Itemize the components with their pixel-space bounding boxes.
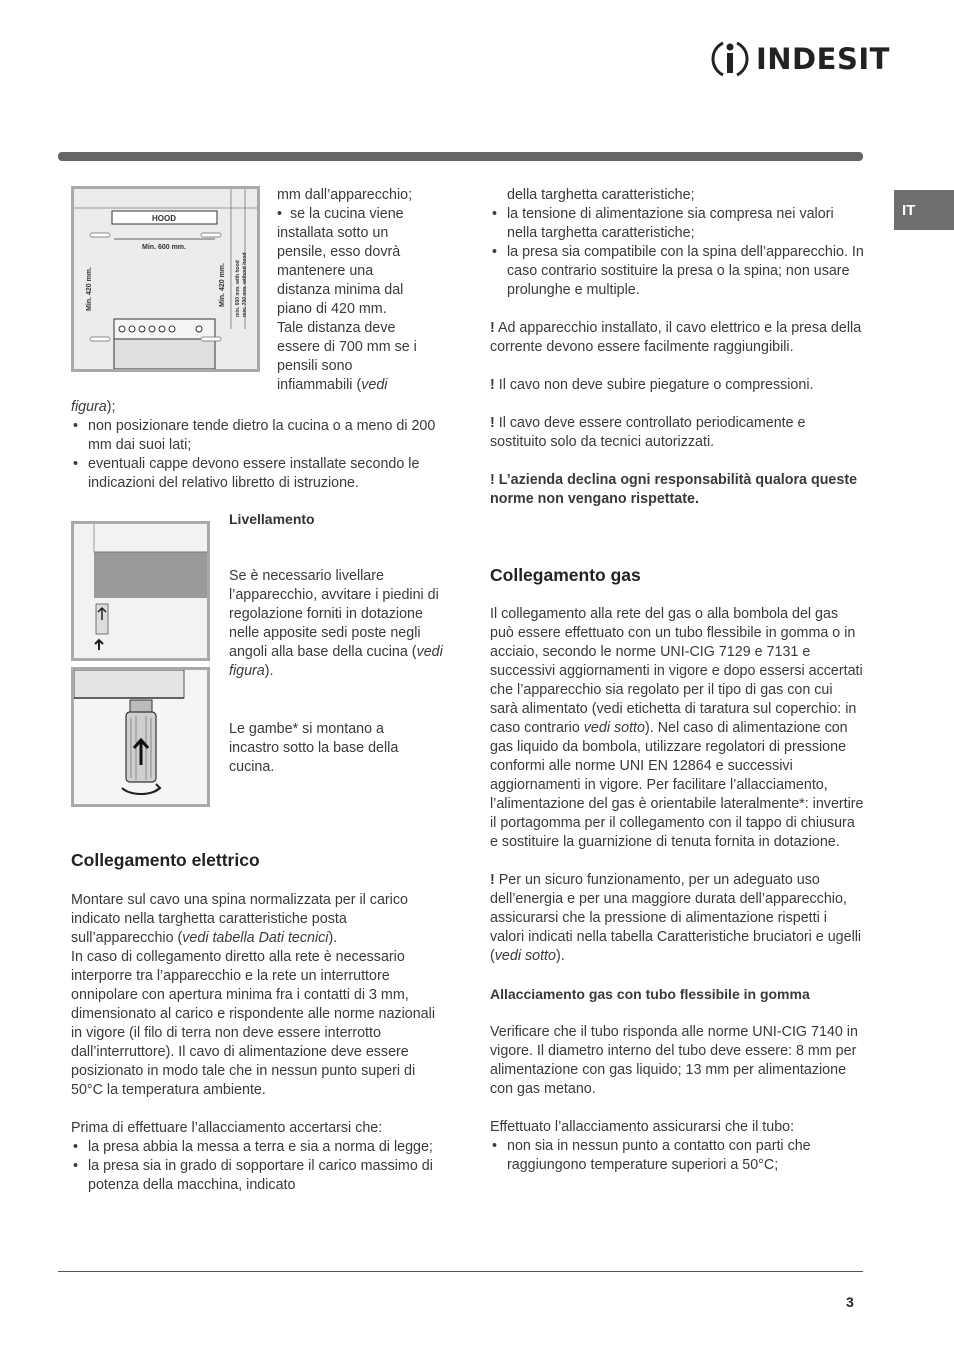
electrical-p2: In caso di collegamento diretto alla rete è necessario interporre tra l’apparecchio e la rete un interruttore onnipolare con apertura minima fra i contatti di 3 mm, dimensionato al carico e rispondente alle norme nazionali in vigore (il filo di terra non deve essere interrotto dall’interruttore). Il cavo di alimentazione deve essere posizionato in modo tale che in nessun punto superi di 50°C la temperatura ambiente. — [71, 949, 435, 1098]
wall-line: distanza minima dal — [277, 282, 404, 298]
list-item: • la presa abbia la messa a terra e sia a norma di legge; — [71, 1138, 449, 1157]
wall-line: infiammabili ( — [277, 377, 362, 393]
figura-tail: ); — [106, 399, 116, 415]
electrical-body — [71, 891, 449, 1195]
leveling-top-diagram — [74, 524, 207, 658]
wall-line: se la cucina viene — [289, 206, 404, 222]
gas-body — [490, 605, 864, 1175]
gas-p3: Verificare che il tubo risponda alle norme UNI-CIG 7140 in vigore. Il diametro interno del tubo deve essere: 8 mm per alimentazione con gas liquido; 13 mm per alimentazione con gas metano. — [490, 1024, 858, 1097]
gas-pressure-text: Per un sicuro funzionamento, per un adeguato uso dell’energia e per una maggiore durata dell’apparecchio, assicurarsi che la pressione di alimentazione rispetti i valori indicati nella tabella Caratteristiche bruciatori e ugelli ( — [490, 872, 862, 964]
gas-italic: vedi sotto — [583, 720, 645, 736]
wall-line: Tale distanza deve — [277, 320, 396, 336]
list-item: • la tensione di alimentazione sia compresa nei valori nella targhetta caratteristiche; — [490, 205, 864, 243]
list-item: • non posizionare tende dietro la cucina o a meno di 200 mm dai suoi lati; — [71, 417, 449, 455]
indesit-i-icon — [710, 38, 750, 80]
right-column — [490, 186, 864, 509]
gas-text: Il collegamento alla rete del gas o alla bombola del gas può essere effettuato con un tubo flessibile in gomma o in acciaio, secondo le norme UNI-CIG 7129 e 7131 e successivi aggiornamenti in vigore e dopo essersi accertati che l’apparecchio sia regolato per il tipo di gas con cui sarà alimentato (vedi etichetta di taratura sul coperchio: in caso contrario — [490, 606, 863, 736]
with-hood-label: min. 650 mm. with hood — [235, 260, 241, 317]
list-item: • la presa sia compatibile con la spina dell’apparecchio. In caso contrario sostituire la presa o la spina; non usare prolunghe e multiple. — [490, 243, 864, 300]
leveling-p1 — [229, 567, 447, 681]
leveling-text: Se è necessario livellare l’apparecchio, avvitare i piedini di regolazione forniti in dotazione nelle apposite sedi poste negli angoli alla base della cucina ( — [229, 568, 439, 660]
page-number: 3 — [846, 1294, 854, 1310]
warning-icon: ! — [490, 472, 495, 488]
gas-text-cont: ). Nel caso di alimentazione con gas liquido da bombola, utilizzare regolatori di pressione conformi alle norme UNI EN 12864 e successivi aggiornamenti in vigore. Per facilitare l’allacciamento, l’alimentazione del gas è orientabile lateralmente*: invertire il portagomma per il collegamento con il tappo di chiusura e sostituire la guarnizione di tenuta fornita in dotazione. — [490, 720, 864, 850]
brand-name: INDESIT — [756, 42, 890, 76]
warning-bold-text: L’azienda declina ogni responsabilità qualora queste norme non vengano rispettate. — [490, 472, 858, 507]
leveling-figure-top — [71, 521, 210, 661]
warning-icon: ! — [490, 415, 495, 431]
wall-line: essere di 700 mm se i — [277, 339, 417, 355]
leveling-tail: ). — [264, 663, 274, 679]
electrical-italic: vedi tabella Dati tecnici — [182, 930, 329, 946]
gas-pressure-tail: ). — [555, 948, 565, 964]
list-item: • eventuali cappe devono essere installate secondo le indicazioni del relativo libretto di istruzione. — [71, 455, 449, 493]
leveling-title: Livellamento — [229, 511, 315, 527]
warning-text: Ad apparecchio installato, il cavo elettrico e la presa della corrente devono essere facilmente raggiungibili. — [490, 320, 862, 355]
gas-pressure-italic: vedi sotto — [494, 948, 556, 964]
wall-distance-block — [277, 186, 447, 395]
wall-line: pensile, esso dovrà — [277, 244, 401, 260]
right-min-label: Min. 420 mm. — [219, 263, 226, 307]
leveling-foot-diagram — [74, 670, 207, 804]
gas-p4: Effettuato l’allacciamento assicurarsi che il tubo: — [490, 1119, 795, 1135]
warning-text: Il cavo deve essere controllato periodicamente e sostituito solo da tecnici autorizzati. — [490, 415, 806, 450]
gas-subtitle: Allacciamento gas con tubo flessibile in gomma — [490, 986, 810, 1002]
warning-bold — [490, 471, 864, 509]
leveling-figure-bottom — [71, 667, 210, 807]
electrical-p3: Prima di effettuare l’allacciamento accertarsi che: — [71, 1120, 383, 1136]
figura-italic: figura — [71, 399, 107, 415]
width-label: Min. 600 mm. — [142, 244, 186, 251]
wall-line: mantenere una — [277, 263, 374, 279]
header-divider — [58, 152, 863, 161]
intro-line: mm dall’apparecchio; — [277, 187, 413, 203]
warning-icon: ! — [490, 872, 495, 888]
wall-line: piano di 420 mm. — [277, 301, 387, 317]
hood-label: HOOD — [152, 214, 176, 223]
warning-text: Il cavo non deve subire piegature o compressioni. — [498, 377, 814, 393]
warning-1 — [490, 319, 864, 357]
warning-icon: ! — [490, 320, 495, 336]
brand-logo — [710, 38, 890, 80]
language-label: IT — [902, 201, 916, 219]
wall-line: installata sotto un — [277, 225, 389, 241]
warning-icon: ! — [490, 377, 495, 393]
wall-line: pensili sono — [277, 358, 353, 374]
hood-installation-figure — [71, 186, 260, 372]
electrical-tail: ). — [328, 930, 338, 946]
footer-divider — [58, 1271, 863, 1272]
warning-2 — [490, 376, 864, 395]
electrical-title: Collegamento elettrico — [71, 850, 260, 870]
list-item: • la presa sia in grado di sopportare il carico massimo di potenza della macchina, indicato — [71, 1157, 449, 1195]
left-min-label: Min. 420 mm. — [86, 267, 93, 311]
list-item: • non sia in nessun punto a contatto con parti che raggiungono temperature superiori a 50°C; — [490, 1137, 864, 1175]
gas-title: Collegamento gas — [490, 565, 641, 585]
electrical-text: Montare sul cavo una spina normalizzata per il carico indicato nella targhetta caratteristiche posta sull’apparecchio ( — [71, 892, 408, 946]
hood-diagram — [74, 189, 257, 369]
language-tab — [894, 190, 954, 230]
leveling-p2: Le gambe* si montano a incastro sotto la base della cucina. — [229, 721, 399, 775]
wall-italic: vedi — [361, 377, 388, 393]
leveling-italic: vedi figura — [229, 644, 443, 679]
continuation-line: della targhetta caratteristiche; — [507, 187, 695, 203]
warning-3 — [490, 414, 864, 452]
without-hood-label: min. 700 mm. without hood — [242, 252, 248, 317]
placement-notes — [71, 398, 449, 493]
bullet-mark: • — [277, 206, 290, 222]
